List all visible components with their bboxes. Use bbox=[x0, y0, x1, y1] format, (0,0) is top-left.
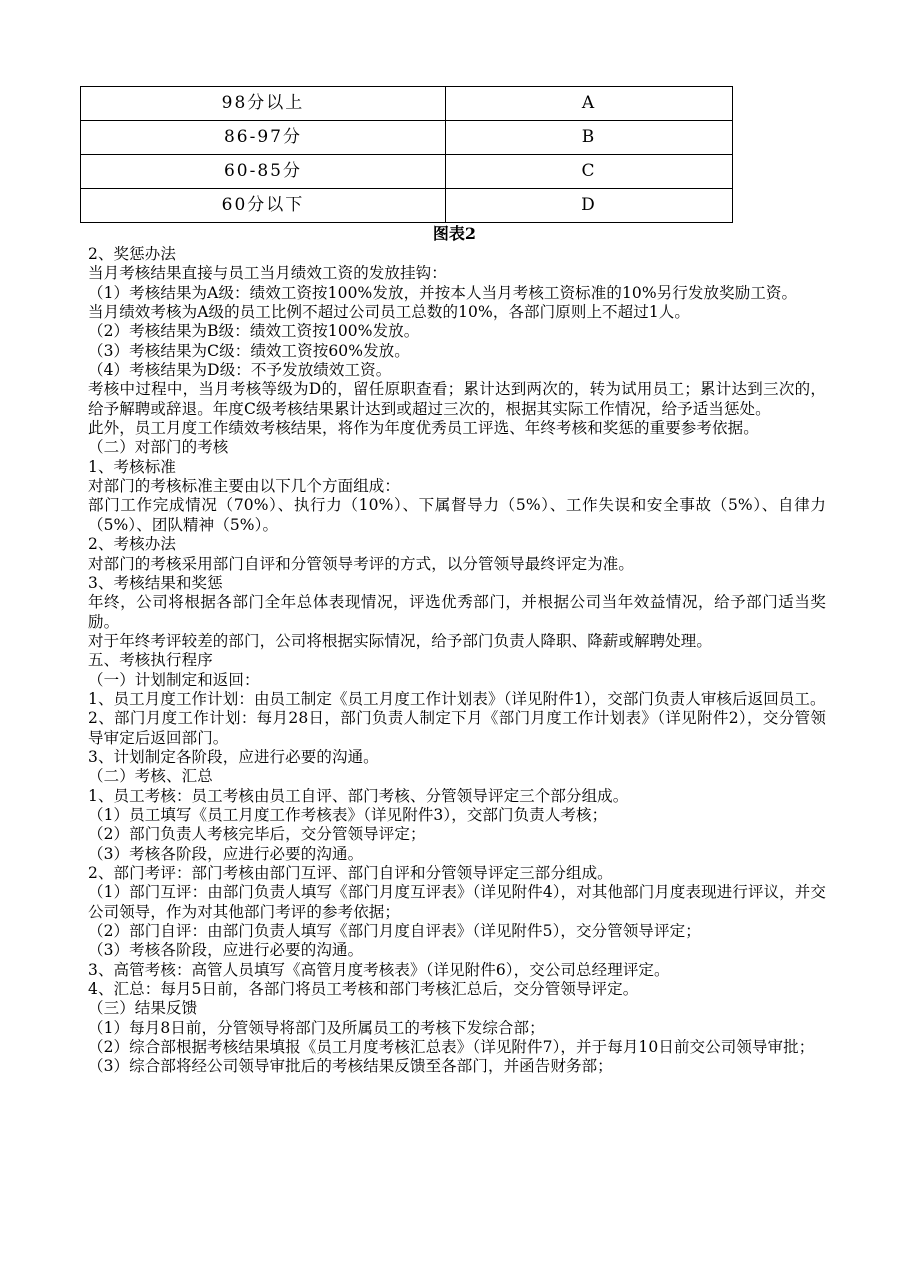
paragraph: 对部门的考核采用部门自评和分管领导考评的方式，以分管领导最终评定为准。 bbox=[88, 554, 635, 573]
paragraph: （一）计划制定和返回： bbox=[88, 670, 260, 689]
paragraph: 当月考核结果直接与员工当月绩效工资的发放挂钩： bbox=[88, 264, 447, 283]
paragraph: （2）部门自评：由部门负责人填写《部门月度自评表》（详见附件5），交分管领导评定； bbox=[88, 922, 701, 941]
paragraph: （1）员工填写《员工月度工作考核表》（详见附件3），交部门负责人考核； bbox=[88, 805, 608, 824]
paragraph: 2、部门月度工作计划：每月28日，部门负责人制定下月《部门月度工作计划表》（详见附件2），交分管领导审定后返回部门。 bbox=[88, 709, 826, 747]
table-row bbox=[81, 87, 733, 121]
paragraph: 4、汇总：每月5日前，各部门将员工考核和部门考核汇总后，交分管领导评定。 bbox=[88, 980, 639, 999]
score-cell: 60分以下 bbox=[81, 189, 446, 223]
paragraph: （3）考核各阶段，应进行必要的沟通。 bbox=[88, 844, 364, 863]
grade-cell: D bbox=[446, 189, 733, 223]
paragraph: （2）综合部根据考核结果填报《员工月度考核汇总表》（详见附件7），并于每月10日前交公司领导审批； bbox=[88, 1038, 815, 1057]
paragraph: 3、高管考核：高管人员填写《高管月度考核表》（详见附件6），交公司总经理评定。 bbox=[88, 960, 670, 979]
grade-cell: B bbox=[446, 121, 733, 155]
paragraph: （2）部门负责人考核完毕后，交分管领导评定； bbox=[88, 825, 426, 844]
paragraph: （3）考核结果为C级：绩效工资按60%发放。 bbox=[88, 341, 410, 360]
paragraph: 2、奖惩办法 bbox=[88, 245, 176, 263]
score-cell: 60-85分 bbox=[81, 155, 446, 189]
grade-table bbox=[80, 86, 733, 223]
paragraph: （二）对部门的考核 bbox=[88, 438, 229, 457]
paragraph: 年终，公司将根据各部门全年总体表现情况，评选优秀部门，并根据公司当年效益情况，给予部门适当奖励。 bbox=[88, 593, 826, 631]
paragraph: 此外，员工月度工作绩效考核结果，将作为年度优秀员工评选、年终考核和奖惩的重要参考依据。 bbox=[88, 419, 759, 438]
table-caption: 图表2 bbox=[432, 224, 477, 243]
score-cell: 86-97分 bbox=[81, 121, 446, 155]
table-row bbox=[81, 189, 733, 223]
paragraph: 部门工作完成情况（70%）、执行力（10%）、下属督导力（5%）、工作失误和安全事故（5%）、自律力（5%）、团队精神（5%）。 bbox=[88, 496, 826, 534]
paragraph: 当月绩效考核为A级的员工比例不超过公司员工总数的10%，各部门原则上不超过1人。 bbox=[88, 303, 691, 322]
paragraph: 1、员工月度工作计划：由员工制定《员工月度工作计划表》（详见附件1），交部门负责人审核后返回员工。 bbox=[88, 689, 826, 708]
paragraph: 2、部门考评：部门考核由部门互评、部门自评和分管领导评定三部分组成。 bbox=[88, 864, 613, 882]
paragraph: （三）结果反馈 bbox=[88, 999, 198, 1018]
paragraph: 1、考核标准 bbox=[88, 457, 176, 476]
paragraph: （4）考核结果为D级：不予发放绩效工资。 bbox=[88, 361, 392, 380]
paragraph: （1）每月8日前，分管领导将部门及所属员工的考核下发综合部； bbox=[88, 1018, 545, 1037]
table-row bbox=[81, 121, 733, 155]
paragraph: （3）考核各阶段，应进行必要的沟通。 bbox=[88, 941, 364, 960]
paragraph: 对于年终考评较差的部门，公司将根据实际情况，给予部门负责人降职、降薪或解聘处理。 bbox=[88, 631, 713, 650]
paragraph: 3、计划制定各阶段，应进行必要的沟通。 bbox=[88, 747, 379, 766]
score-cell: 98分以上 bbox=[81, 87, 446, 121]
paragraph: 五、考核执行程序 bbox=[88, 651, 213, 670]
paragraph: （3）综合部将经公司领导审批后的考核结果反馈至各部门，并函告财务部； bbox=[88, 1057, 613, 1076]
grade-cell: A bbox=[446, 87, 733, 121]
paragraph: （1）考核结果为A级：绩效工资按100%发放，并按本人当月考核工资标准的10%另行发放奖励工资。 bbox=[88, 283, 798, 302]
paragraph: 2、考核办法 bbox=[88, 535, 176, 554]
paragraph: （二）考核、汇总 bbox=[88, 767, 213, 786]
paragraph: 对部门的考核标准主要由以下几个方面组成： bbox=[88, 477, 401, 496]
table-row bbox=[81, 155, 733, 189]
paragraph: （2）考核结果为B级：绩效工资按100%发放。 bbox=[88, 322, 420, 341]
paragraph: 考核中过程中，当月考核等级为D的，留任原职查看；累计达到两次的，转为试用员工；累计达到三次的，给予解聘或辞退。年度C级考核结果累计达到或超过三次的，根据其实际工作情况，给予适当惩处。 bbox=[88, 380, 826, 418]
grade-cell: C bbox=[446, 155, 733, 189]
paragraph: 1、员工考核：员工考核由员工自评、部门考核、分管领导评定三个部分组成。 bbox=[88, 786, 629, 805]
body-text bbox=[88, 245, 826, 1077]
paragraph: （1）部门互评：由部门负责人填写《部门月度互评表》（详见附件4），对其他部门月度表现进行评议，并交公司领导，作为对其他部门考评的参考依据； bbox=[88, 883, 826, 921]
paragraph: 3、考核结果和奖惩 bbox=[88, 573, 223, 592]
